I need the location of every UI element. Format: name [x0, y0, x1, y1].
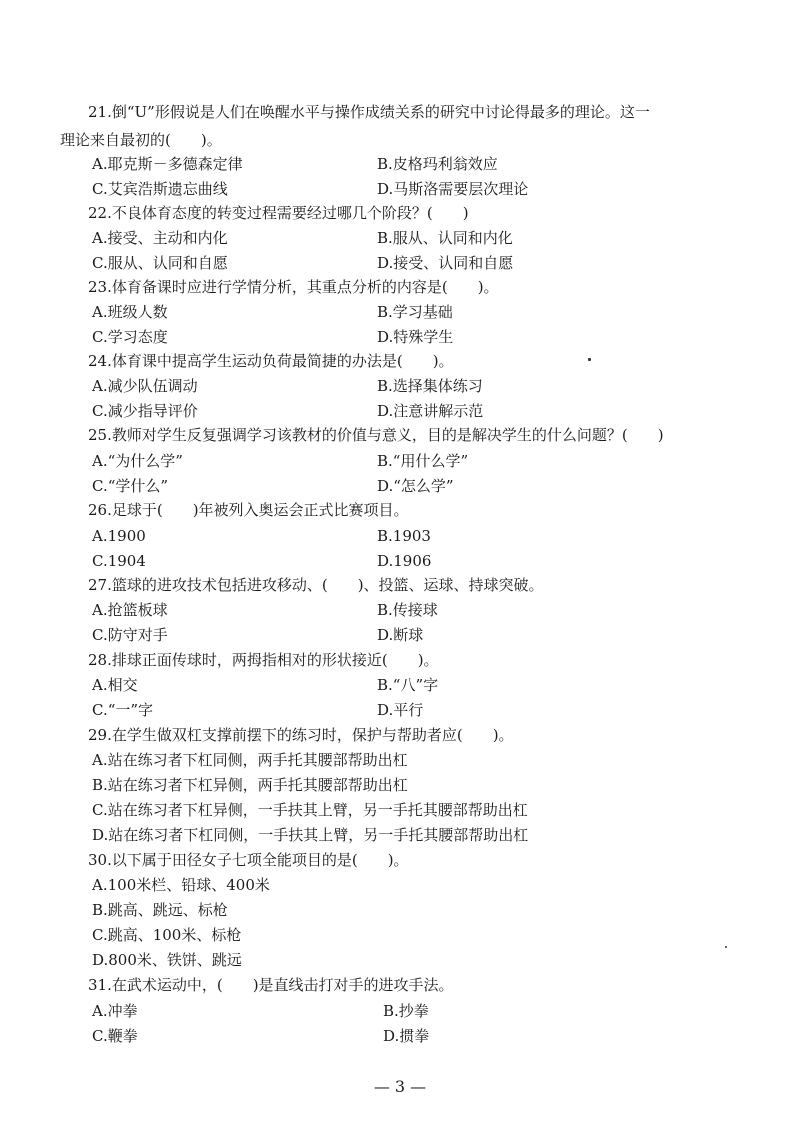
question-23-option-d: D.特殊学生 [377, 328, 454, 346]
question-30-option-a: A.100米栏、铅球、400米 [92, 876, 270, 894]
question-30-stem: 30.以下属于田径女子七项全能项目的是( )。 [88, 851, 409, 869]
question-21-stem-line-2: 理论来自最初的( )。 [60, 131, 222, 149]
question-22-option-c: C.服从、认同和自愿 [92, 254, 228, 272]
question-29-option-d: D.站在练习者下杠同侧，一手扶其上臂，另一手托其腰部帮助出杠 [92, 826, 529, 844]
question-24-option-c: C.减少指导评价 [92, 402, 198, 420]
question-22-option-a: A.接受、主动和内化 [92, 229, 228, 247]
question-23-option-b: B.学习基础 [377, 303, 453, 321]
question-28-option-d: D.平行 [377, 701, 424, 719]
question-29-option-c: C.站在练习者下杠异侧，一手扶其上臂，另一手托其腰部帮助出杠 [92, 801, 528, 819]
question-25-option-c: C.“学什么” [92, 477, 169, 495]
question-25-option-a: A.“为什么学” [92, 452, 183, 470]
question-24-stem: 24.体育课中提高学生运动负荷最简捷的办法是( )。 [88, 352, 454, 370]
question-31-option-a: A.冲拳 [92, 1002, 138, 1020]
scan-speck [588, 358, 591, 361]
question-27-option-b: B.传接球 [377, 601, 438, 619]
question-21-option-d: D.马斯洛需要层次理论 [377, 180, 529, 198]
question-26-option-a: A.1900 [92, 527, 146, 545]
question-31-option-c: C.鞭拳 [92, 1027, 138, 1045]
question-29-stem: 29.在学生做双杠支撑前摆下的练习时，保护与帮助者应( )。 [88, 726, 514, 744]
question-31-option-b: B.抄拳 [383, 1002, 429, 1020]
question-27-stem: 27.篮球的进攻技术包括进攻移动、( )、投篮、运球、持球突破。 [88, 576, 544, 594]
question-24-option-d: D.注意讲解示范 [377, 402, 484, 420]
question-22-stem: 22.不良体育态度的转变过程需要经过哪几个阶段？( ) [88, 204, 469, 222]
question-30-option-d: D.800米、铁饼、跳远 [92, 951, 242, 969]
question-26-option-b: B.1903 [377, 527, 431, 545]
question-29-option-b: B.站在练习者下杠异侧，两手托其腰部帮助出杠 [92, 776, 408, 794]
question-25-option-d: D.“怎么学” [377, 477, 454, 495]
question-23-stem: 23.体育备课时应进行学情分析，其重点分析的内容是( )。 [88, 278, 499, 296]
question-25-stem: 25.教师对学生反复强调学习该教材的价值与意义，目的是解决学生的什么问题？( ) [88, 426, 664, 444]
question-21-option-a: A.耶克斯－多德森定律 [92, 155, 243, 173]
question-29-option-a: A.站在练习者下杠同侧，两手托其腰部帮助出杠 [92, 751, 408, 769]
question-30-option-b: B.跳高、跳远、标枪 [92, 901, 228, 919]
question-27-option-d: D.断球 [377, 626, 424, 644]
question-28-option-b: B.“八”字 [377, 676, 439, 694]
question-24-option-b: B.选择集体练习 [377, 377, 483, 395]
question-31-option-d: D.掼拳 [383, 1027, 430, 1045]
question-21-option-c: C.艾宾浩斯遗忘曲线 [92, 180, 228, 198]
question-28-option-a: A.相交 [92, 676, 138, 694]
question-25-option-b: B.“用什么学” [377, 452, 469, 470]
question-22-option-b: B.服从、认同和内化 [377, 229, 513, 247]
question-26-option-d: D.1906 [377, 552, 432, 570]
question-22-option-d: D.接受、认同和自愿 [377, 254, 514, 272]
question-23-option-a: A.班级人数 [92, 303, 168, 321]
question-28-option-c: C.“一”字 [92, 701, 154, 719]
question-26-option-c: C.1904 [92, 552, 146, 570]
question-27-option-a: A.抢篮板球 [92, 601, 168, 619]
question-21-option-b: B.皮格玛利翁效应 [377, 155, 498, 173]
question-26-stem: 26.足球于( )年被列入奥运会正式比赛项目。 [88, 501, 409, 519]
question-28-stem: 28.排球正面传球时，两拇指相对的形状接近( )。 [88, 651, 439, 669]
page-number: — 3 — [373, 1077, 427, 1096]
question-21-stem-line-1: 21.倒“U”形假说是人们在唤醒水平与操作成绩关系的研究中讨论得最多的理论。这一 [88, 103, 650, 121]
question-24-option-a: A.减少队伍调动 [92, 377, 198, 395]
question-27-option-c: C.防守对手 [92, 626, 168, 644]
question-30-option-c: C.跳高、100米、标枪 [92, 926, 242, 944]
scan-speck [725, 946, 727, 948]
question-31-stem: 31.在武术运动中，( )是直线击打对手的进攻手法。 [88, 976, 454, 994]
question-23-option-c: C.学习态度 [92, 328, 168, 346]
